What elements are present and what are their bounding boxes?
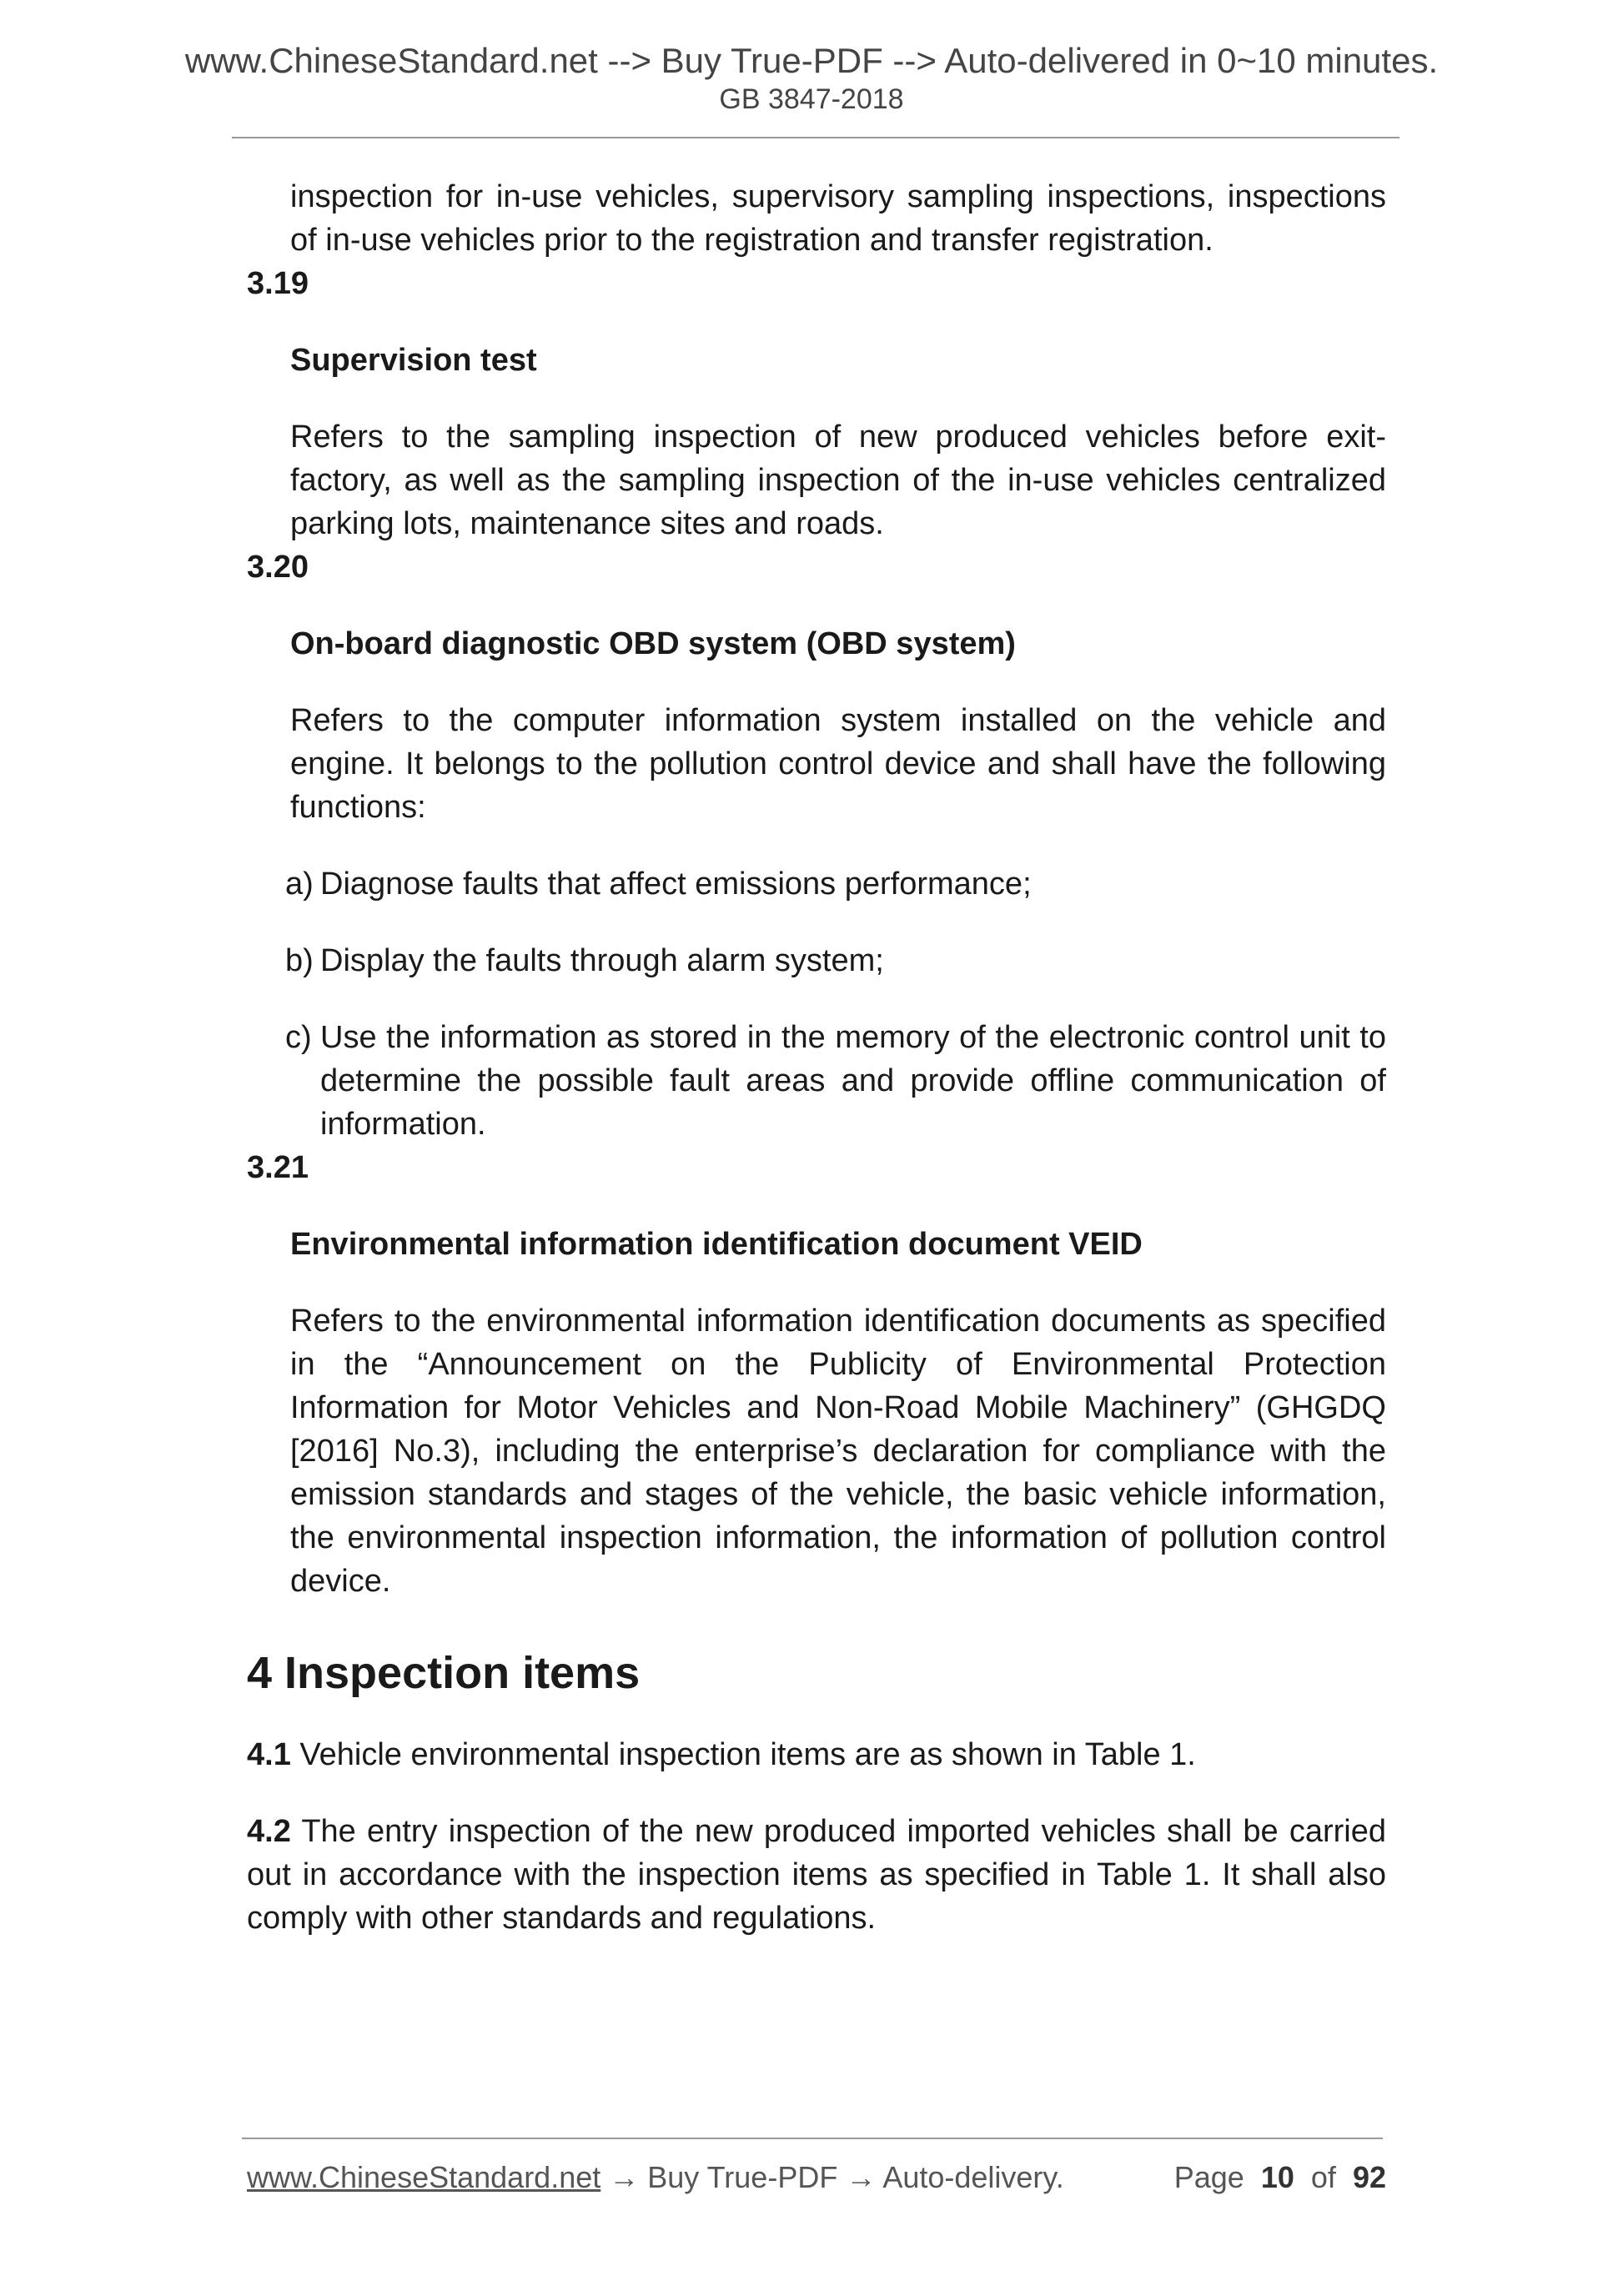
list-text: Diagnose faults that affect emissions performance; [320, 867, 1032, 902]
clause-number: 4.2 [247, 1814, 291, 1849]
section-number-3-20: 3.20 [247, 550, 309, 585]
section-number-3-19: 3.19 [247, 266, 309, 301]
clause-number: 4.1 [247, 1737, 291, 1772]
of-word: of [1310, 2160, 1336, 2194]
footer-divider [242, 2138, 1383, 2139]
page-indicator [1174, 2160, 1386, 2195]
list-text: Display the faults through alarm system; [320, 943, 884, 978]
document-body [247, 175, 1386, 1940]
section-number-3-21: 3.21 [247, 1150, 309, 1185]
definition-3-21: Refers to the environmental information identification documents as specified in the “Announcement on the Publicity of Environmental Protection Information for Motor Vehicles and Non-Road Mobile Machinery” (GHGDQ [2016] No.3), including the enterprise’s declaration for compliance with the emission standards and stages of the vehicle, the basic vehicle information, the environmental inspection information, the information of pollution control device. [290, 1304, 1386, 1599]
continuation-paragraph: inspection for in-use vehicles, supervisory sampling inspections, inspections of in-use vehicles prior to the registration and transfer registration. [290, 179, 1386, 258]
page-total: 92 [1352, 2160, 1386, 2194]
clause-text: Vehicle environmental inspection items are as shown in Table 1. [290, 1737, 1196, 1772]
header-banner: www.ChineseStandard.net --> Buy True-PDF --> Auto-delivered in 0~10 minutes. [184, 41, 1439, 80]
clause-4-1 [247, 1733, 1386, 1776]
list-marker: c) [285, 1020, 312, 1055]
term-supervision-test: Supervision test [290, 343, 537, 378]
page-current: 10 [1260, 2160, 1294, 2194]
footer-site-link[interactable]: www.ChineseStandard.net [247, 2160, 601, 2194]
definition-3-20: Refers to the computer information system installed on the vehicle and engine. It belongs to the pollution control device and shall have the following functions: [290, 703, 1386, 825]
page-word: Page [1173, 2160, 1244, 2194]
list-item [247, 862, 1386, 906]
header-divider [232, 137, 1399, 138]
section-heading-4: 4 Inspection items [247, 1648, 641, 1698]
list-marker: a) [285, 867, 314, 902]
definition-3-19: Refers to the sampling inspection of new produced vehicles before exit-factory, as well as the sampling inspection of the in-use vehicles centralized parking lots, maintenance sites and roads. [290, 420, 1386, 541]
term-veid: Environmental information identification document VEID [290, 1227, 1143, 1262]
list-item [247, 1016, 1386, 1146]
clause-4-2 [247, 1810, 1386, 1940]
list-text: Use the information as stored in the memory of the electronic control unit to determine the possible fault areas and provide offline communication of information. [320, 1020, 1386, 1142]
term-obd-system: On-board diagnostic OBD system (OBD system) [290, 626, 1016, 661]
page-footer [247, 2160, 1386, 2195]
clause-text: The entry inspection of the new produced imported vehicles shall be carried out in accordance with the inspection items as specified in Table 1. It shall also comply with other standards and regulations. [247, 1814, 1386, 1936]
footer-left [247, 2160, 1064, 2195]
footer-tagline: → Buy True-PDF → Auto-delivery. [600, 2160, 1064, 2194]
standard-code: GB 3847-2018 [719, 83, 904, 115]
list-item [247, 939, 1386, 982]
list-marker: b) [285, 943, 314, 978]
